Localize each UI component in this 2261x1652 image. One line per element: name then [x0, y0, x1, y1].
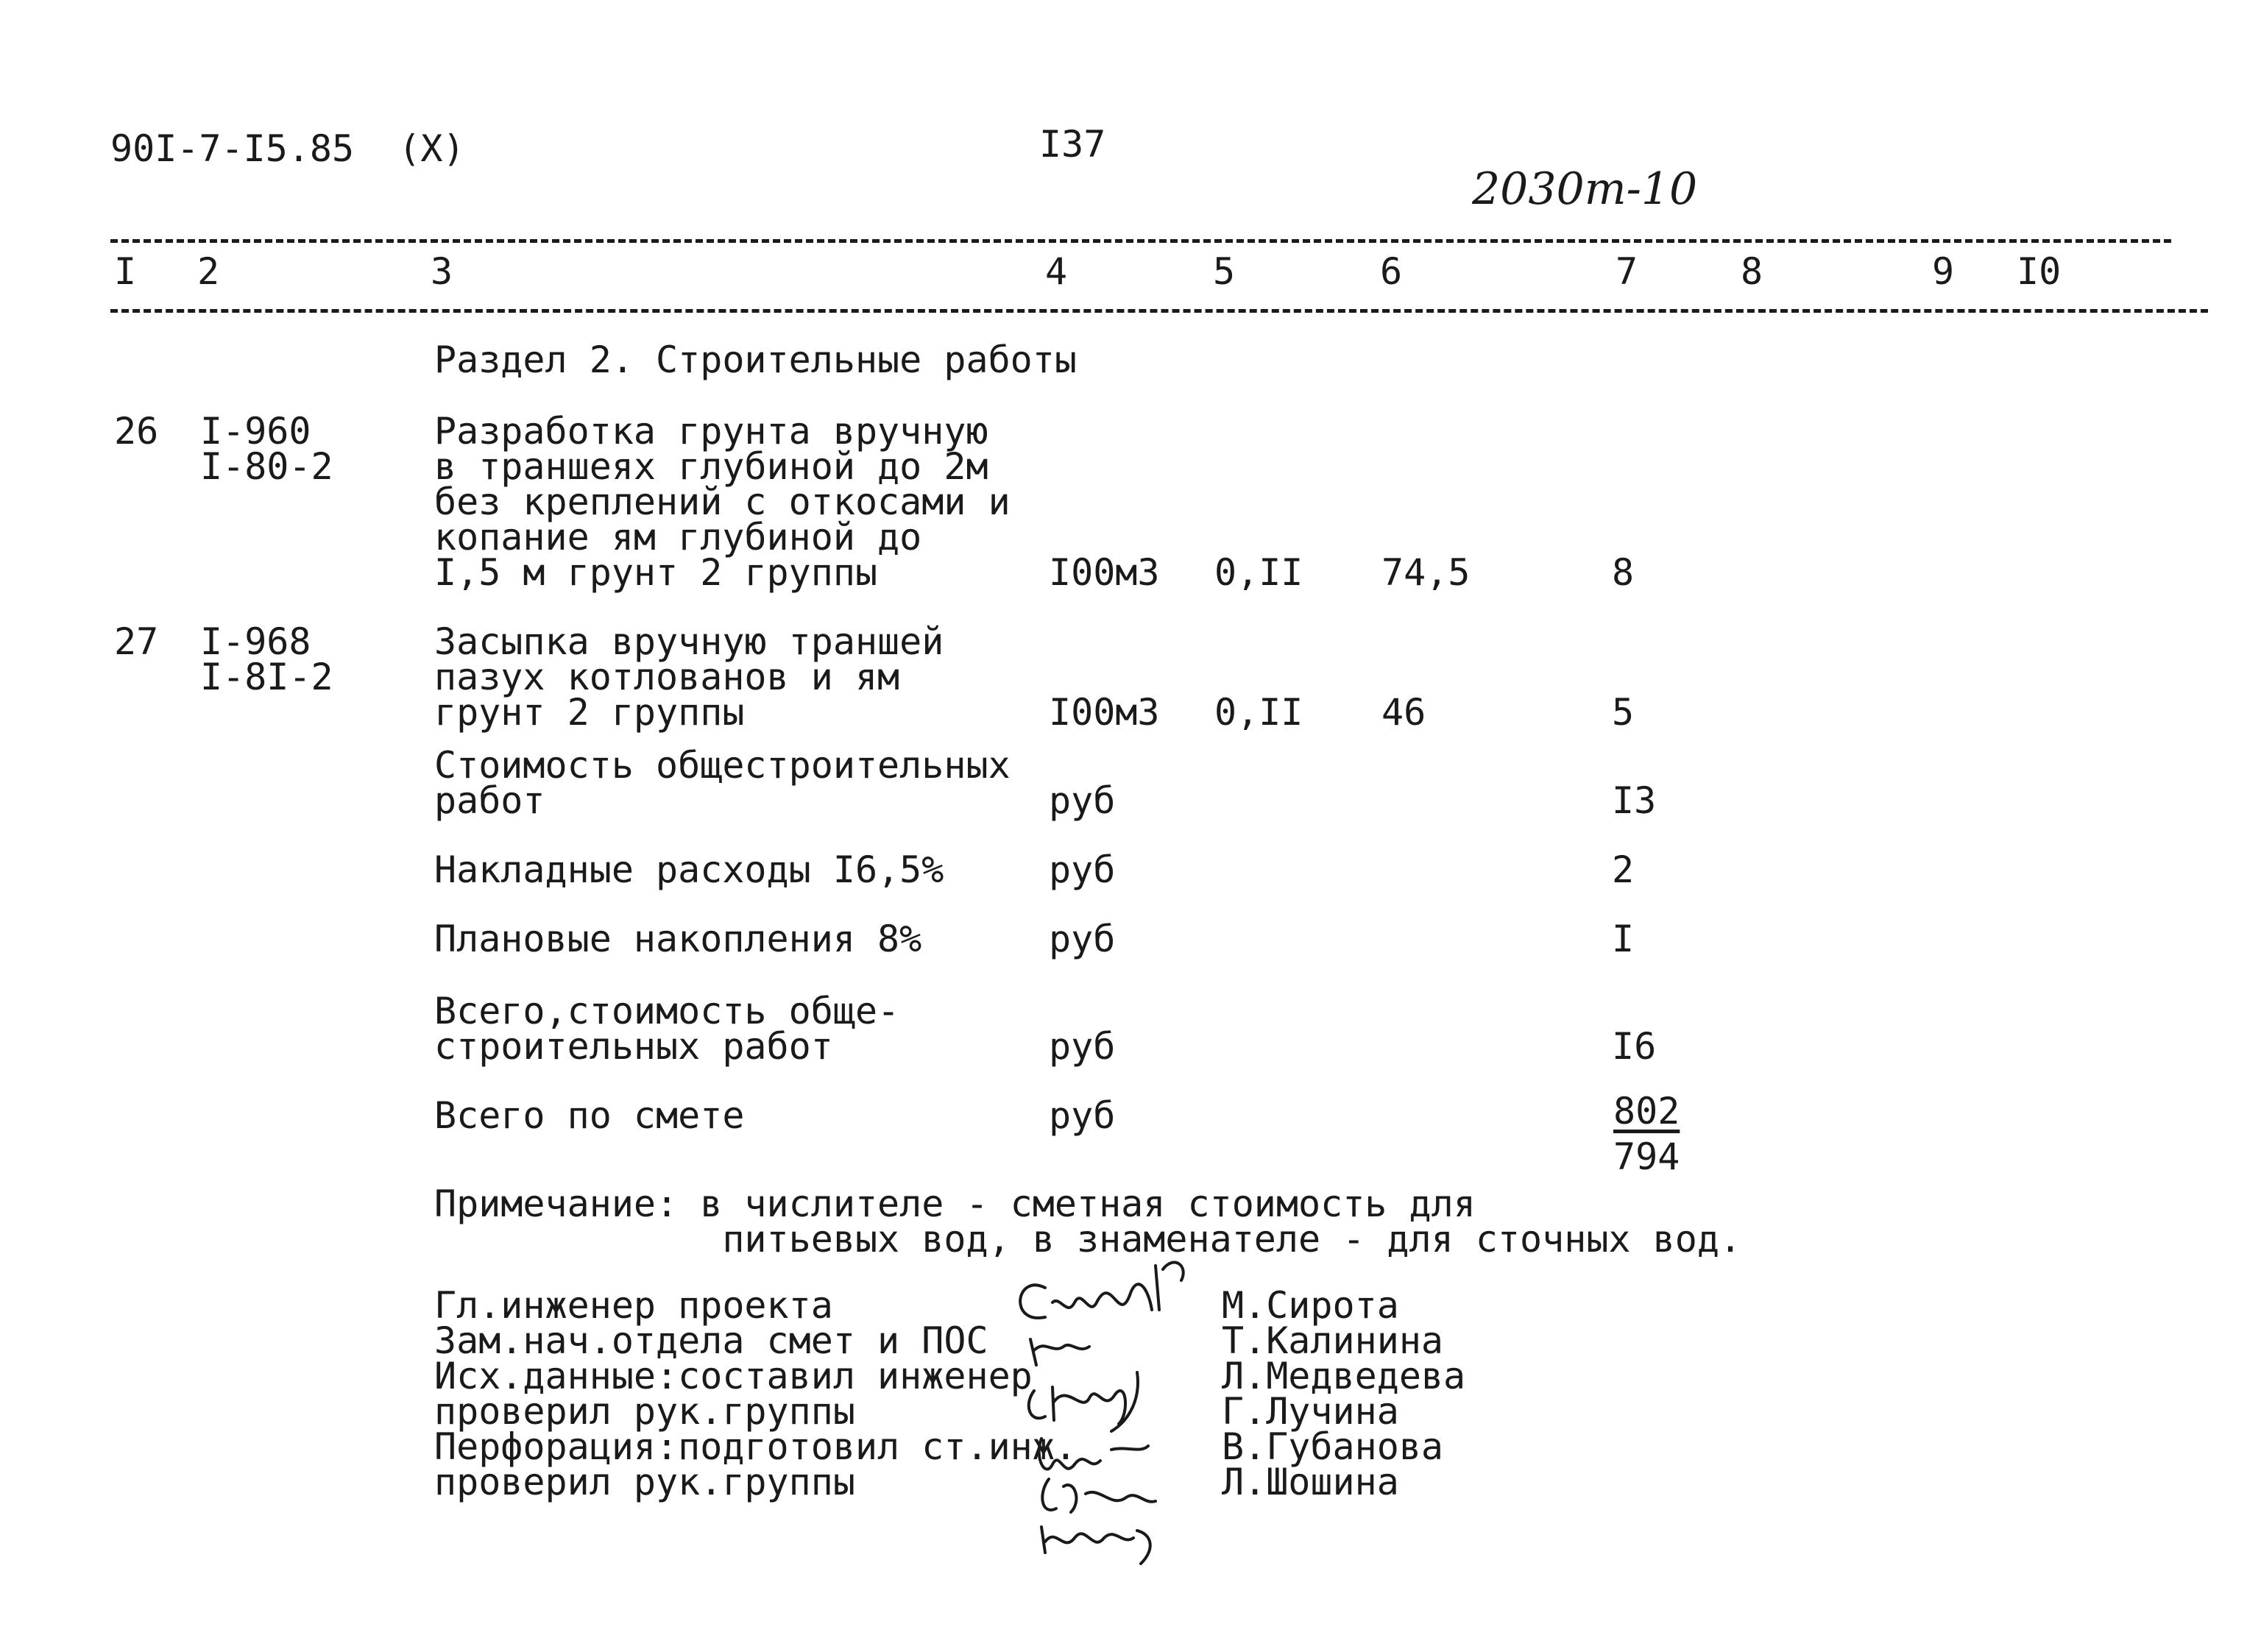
- section-title: Раздел 2. Строительные работы: [434, 338, 1077, 381]
- row-number: 27: [114, 620, 159, 663]
- row-unit: I00м3: [1049, 551, 1160, 594]
- column-number: 2: [197, 250, 220, 293]
- signature-role: Гл.инженер проекта: [434, 1284, 833, 1327]
- row-price: 74,5: [1381, 551, 1471, 594]
- row-code: I-968 I-8I-2: [200, 620, 333, 698]
- column-number: 4: [1045, 250, 1068, 293]
- summary-unit: руб: [1049, 848, 1116, 891]
- signature-name: Л.Шошина: [1222, 1461, 1399, 1503]
- summary-value-numerator: 802: [1613, 1090, 1680, 1132]
- row-description: Разработка грунта вручную в траншеях глубиной до 2м без креплений с откосами и копание ям глубиной до I,5 м грунт 2 группы: [434, 410, 1011, 594]
- summary-value: I: [1612, 918, 1635, 960]
- summary-unit: руб: [1049, 918, 1116, 960]
- row-unit: I00м3: [1049, 691, 1160, 734]
- signature-role: Зам.нач.отдела смет и ПОС: [434, 1319, 988, 1362]
- row-number: 26: [114, 410, 159, 453]
- summary-value-denominator: 794: [1613, 1135, 1680, 1178]
- row-description: Засыпка вручную траншей пазух котлованов и ям грунт 2 группы: [434, 620, 944, 734]
- row-quantity: 0,II: [1214, 551, 1303, 594]
- signature-role: проверил рук.группы: [434, 1461, 855, 1503]
- summary-value: I3: [1612, 779, 1657, 822]
- row-total: 5: [1612, 691, 1635, 734]
- column-number: 8: [1741, 250, 1763, 293]
- column-number: 9: [1932, 250, 1955, 293]
- summary-label: Всего по смете: [434, 1094, 745, 1137]
- signature-name: В.Губанова: [1222, 1425, 1444, 1468]
- column-number: 6: [1380, 250, 1403, 293]
- summary-label: Плановые накопления 8%: [434, 918, 922, 960]
- column-number: I0: [2017, 250, 2062, 293]
- signature-role: проверил рук.группы: [434, 1390, 855, 1433]
- column-number: I: [114, 250, 137, 293]
- header-bottom-rule: [110, 309, 2208, 313]
- summary-label: Всего,стоимость обще- строительных работ: [434, 990, 900, 1068]
- handwritten-code: 2030т-10: [1472, 163, 1698, 215]
- signature-name: Т.Калинина: [1222, 1319, 1444, 1362]
- handwritten-signatures: [1001, 1244, 1222, 1567]
- row-total: 8: [1612, 551, 1635, 594]
- page-number: I37: [1039, 123, 1106, 166]
- document-code: 90I-7-I5.85 (X): [110, 127, 465, 170]
- column-number: 3: [431, 250, 453, 293]
- signature-name: Г.Лучина: [1222, 1390, 1399, 1433]
- column-number: 5: [1213, 250, 1236, 293]
- signature-role: Перфорация:подготовил ст.инж.: [434, 1425, 1077, 1468]
- summary-unit: руб: [1049, 1094, 1116, 1137]
- summary-label: Накладные расходы I6,5%: [434, 848, 944, 891]
- summary-value: I6: [1612, 1025, 1657, 1068]
- signature-name: Л.Медведева: [1222, 1355, 1466, 1397]
- summary-unit: руб: [1049, 779, 1116, 822]
- header-top-rule: [110, 239, 2171, 243]
- signature-name: М.Сирота: [1222, 1284, 1399, 1327]
- row-code: I-960 I-80-2: [200, 410, 333, 488]
- note: Примечание: в числителе - сметная стоимость для питьевых вод, в знаменателе - для сточных вод.: [434, 1183, 1742, 1261]
- row-price: 46: [1381, 691, 1426, 734]
- signature-role: Исх.данные:составил инженер: [434, 1355, 1033, 1397]
- summary-value: 2: [1612, 848, 1635, 891]
- row-quantity: 0,II: [1214, 691, 1303, 734]
- summary-label: Стоимость общестроительных работ: [434, 744, 1011, 822]
- column-number: 7: [1616, 250, 1638, 293]
- summary-unit: руб: [1049, 1025, 1116, 1068]
